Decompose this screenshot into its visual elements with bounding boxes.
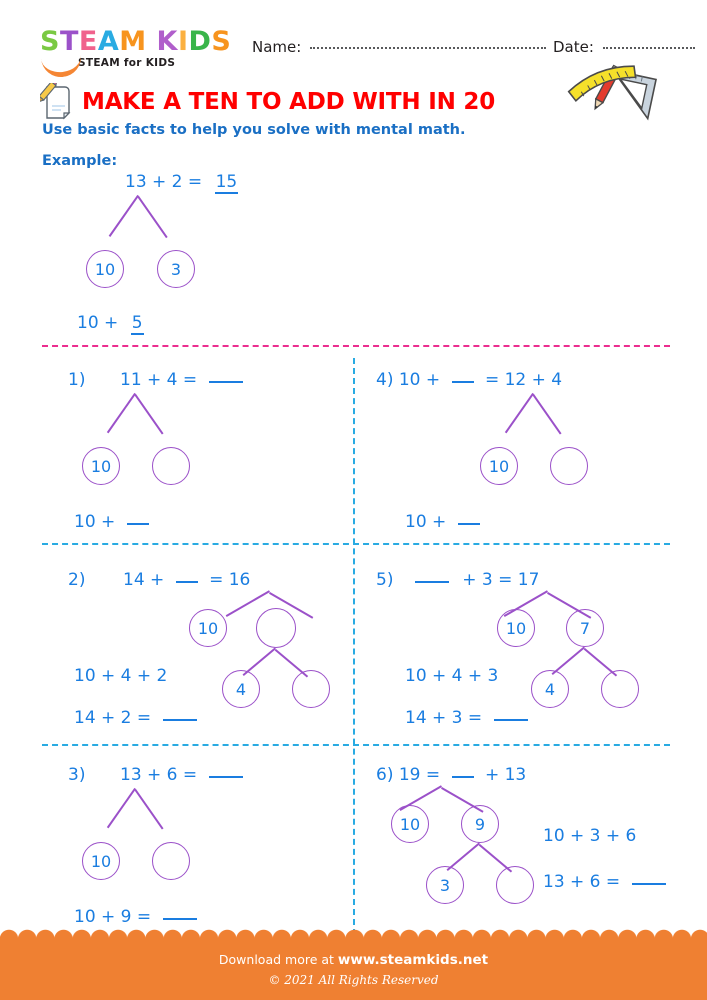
problem-4-branch-right — [533, 394, 562, 434]
footer-copyright: © 2021 All Rights Reserved — [268, 973, 439, 987]
problem-5-equation — [376, 570, 539, 590]
problem-6-line-2-blank[interactable] — [632, 883, 666, 885]
problem-3-bottom-text: 10 + 9 = — [74, 907, 152, 927]
example-equation-answer: 15 — [215, 172, 238, 192]
problem-3-number: 3) — [68, 765, 86, 785]
problem-5-node-l2-left[interactable]: 4 — [531, 670, 569, 708]
problem-5-line-2-blank[interactable] — [494, 719, 528, 721]
problem-6-equation-blank[interactable] — [452, 776, 474, 778]
problem-4-equation-right: = 12 + 4 — [484, 370, 563, 390]
problem-1-equation — [120, 370, 243, 390]
example-bottom-answer: 5 — [131, 313, 143, 333]
problem-1-number: 1) — [68, 370, 86, 390]
problem-5-node-l1-right[interactable]: 7 — [566, 609, 604, 647]
example-label: Example: — [42, 153, 118, 169]
logo-letter: S — [40, 26, 60, 57]
date-label: Date: — [553, 38, 594, 56]
problem-1-bottom-text: 10 + — [74, 512, 116, 532]
problem-2-line-2 — [74, 708, 197, 728]
logo-letter: D — [188, 26, 212, 57]
problem-5-line-2-text: 14 + 3 = — [405, 708, 483, 728]
logo-wordmark — [40, 28, 240, 56]
problem-3-node-left[interactable]: 10 — [82, 842, 120, 880]
page-title: MAKE A TEN TO ADD WITH IN 20 — [82, 89, 496, 115]
date-write-line[interactable] — [603, 47, 695, 49]
logo-letter — [147, 28, 157, 56]
ruler-pencil-triangle-icon — [556, 62, 668, 124]
steam-kids-logo — [40, 28, 240, 76]
problem-2-equation-right: = 16 — [209, 570, 251, 590]
problem-2-node-l2-right[interactable] — [292, 670, 330, 708]
problem-4-bottom-blank[interactable] — [458, 523, 480, 525]
problem-2-node-l1-right[interactable] — [256, 608, 296, 648]
name-label: Name: — [252, 38, 302, 56]
problem-5-node-l1-left[interactable]: 10 — [497, 609, 535, 647]
problem-1-node-right[interactable] — [152, 447, 190, 485]
title-row — [40, 83, 495, 121]
example-equation — [125, 172, 238, 194]
problem-1-branch-right — [135, 394, 164, 434]
logo-letter: S — [211, 26, 232, 57]
problem-3-equation — [120, 765, 243, 785]
footer-download-prefix: Download more at — [218, 952, 334, 967]
logo-letter: E — [78, 26, 98, 57]
logo-letter: A — [97, 26, 120, 57]
logo-letter: T — [59, 26, 79, 57]
problem-3-branch-left — [107, 788, 136, 828]
example-node-left: 10 — [86, 250, 124, 288]
example-divider — [42, 345, 670, 347]
problem-3-node-right[interactable] — [152, 842, 190, 880]
problem-6-node-l2-right[interactable] — [496, 866, 534, 904]
example-equation-left: 13 + 2 = — [125, 172, 203, 192]
logo-letter: K — [156, 26, 178, 57]
problem-3-answer-blank[interactable] — [209, 776, 243, 778]
example-bottom-prefix: 10 + — [77, 313, 119, 333]
problem-6-node-l1-right[interactable]: 9 — [461, 805, 499, 843]
problem-3-branch-right — [135, 789, 164, 829]
problem-2-equation-left: 14 + — [123, 570, 165, 590]
problem-4-branch-left — [505, 393, 534, 433]
problem-5-number: 5) — [376, 570, 394, 590]
problem-2-node-l1-left[interactable]: 10 — [189, 609, 227, 647]
name-field[interactable] — [252, 38, 546, 56]
problem-1-bottom — [74, 512, 149, 532]
problem-2-line-2-blank[interactable] — [163, 719, 197, 721]
note-pencil-icon — [40, 83, 74, 121]
logo-letter: M — [119, 26, 147, 57]
problem-6-line-2-text: 13 + 6 = — [543, 872, 621, 892]
name-write-line[interactable] — [310, 47, 546, 49]
example-branch-right — [138, 196, 168, 238]
problem-5-equation-blank[interactable] — [415, 581, 449, 583]
problem-1-bottom-blank[interactable] — [127, 523, 149, 525]
problem-6-line-1: 10 + 3 + 6 — [543, 826, 637, 846]
grid-divider-horizontal-2 — [42, 744, 670, 746]
problem-4-equation-blank[interactable] — [452, 381, 474, 383]
problem-1-node-left[interactable]: 10 — [82, 447, 120, 485]
footer-download-line — [0, 952, 707, 968]
problem-1-equation-text: 11 + 4 = — [120, 370, 198, 390]
problem-3-bottom-blank[interactable] — [163, 918, 197, 920]
problem-6-equation-left: 6) 19 = — [376, 765, 441, 785]
problem-6-node-l1-left[interactable]: 10 — [391, 805, 429, 843]
problem-4-node-right[interactable] — [550, 447, 588, 485]
problem-4-node-left[interactable]: 10 — [480, 447, 518, 485]
problem-3-bottom — [74, 907, 197, 927]
problem-3-equation-text: 13 + 6 = — [120, 765, 198, 785]
problem-6-node-l2-left[interactable]: 3 — [426, 866, 464, 904]
problem-2-line-2-text: 14 + 2 = — [74, 708, 152, 728]
page-footer — [0, 938, 707, 1000]
instructions-text: Use basic facts to help you solve with mental math. — [42, 122, 466, 138]
example-node-right: 3 — [157, 250, 195, 288]
problem-2-line-1: 10 + 4 + 2 — [74, 666, 168, 686]
problem-4-equation — [376, 370, 562, 390]
grid-divider-vertical — [353, 358, 355, 935]
logo-letter: I — [177, 26, 189, 57]
problem-1-answer-blank[interactable] — [209, 381, 243, 383]
grid-divider-horizontal-1 — [42, 543, 670, 545]
problem-2-number: 2) — [68, 570, 86, 590]
logo-tagline: STEAM for KIDS — [78, 57, 176, 69]
problem-2-equation-blank[interactable] — [176, 581, 198, 583]
problem-4-bottom-text: 10 + — [405, 512, 447, 532]
problem-5-line-1: 10 + 4 + 3 — [405, 666, 499, 686]
footer-website-link[interactable]: www.steamkids.net — [337, 952, 489, 968]
problem-4-bottom — [405, 512, 480, 532]
problem-5-node-l2-right[interactable] — [601, 670, 639, 708]
date-field[interactable] — [553, 38, 695, 56]
logo-swoosh-icon — [41, 54, 83, 79]
problem-6-line-2 — [543, 872, 666, 892]
problem-2-node-l2-left[interactable]: 4 — [222, 670, 260, 708]
problem-6-equation-right: + 13 — [484, 765, 527, 785]
example-bottom — [77, 313, 144, 335]
problem-6-equation — [376, 765, 526, 785]
problem-1-branch-left — [107, 393, 136, 433]
footer-scallop-decoration — [0, 929, 707, 949]
problem-5-line-2 — [405, 708, 528, 728]
problem-5-equation-right: + 3 = 17 — [462, 570, 540, 590]
example-branch-left — [109, 195, 139, 237]
problem-2-equation — [123, 570, 250, 590]
problem-4-equation-left: 4) 10 + — [376, 370, 441, 390]
